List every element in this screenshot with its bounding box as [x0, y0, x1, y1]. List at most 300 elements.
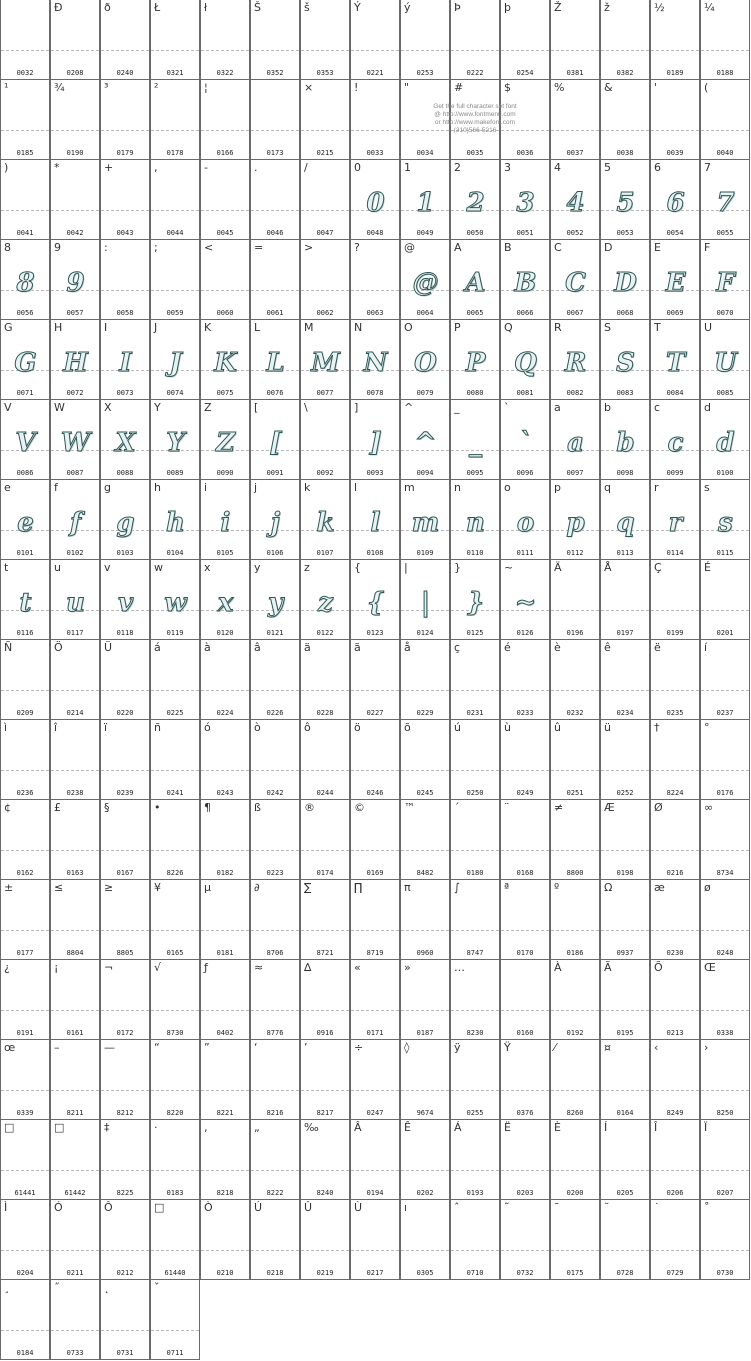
char-code: 0100 [716, 469, 734, 477]
glyph-cell [600, 880, 650, 960]
baseline-guide [151, 690, 199, 691]
char-code: 0190 [66, 149, 84, 157]
character-label: ≥ [104, 881, 114, 894]
char-code: 0125 [466, 629, 484, 637]
baseline-guide [351, 770, 399, 771]
baseline-guide [51, 1090, 99, 1091]
char-code: 0080 [466, 389, 484, 397]
char-code: 0070 [716, 309, 734, 317]
char-code: 0099 [666, 469, 684, 477]
char-code: 8224 [666, 789, 684, 797]
glyph-cell [550, 240, 600, 320]
char-code: 0339 [16, 1109, 34, 1117]
glyph-cell [650, 160, 700, 240]
glyph-sample: H [63, 348, 87, 378]
char-code: 0223 [266, 869, 284, 877]
glyph-cell [300, 720, 350, 800]
glyph-sample: @ [412, 268, 438, 298]
baseline-guide [651, 610, 699, 611]
char-code: 0255 [466, 1109, 484, 1117]
char-code: 0042 [66, 229, 84, 237]
glyph-cell [0, 1120, 50, 1200]
character-label: ≈ [254, 961, 264, 974]
char-code: 0167 [116, 869, 134, 877]
baseline-guide [301, 210, 349, 211]
baseline-guide [101, 850, 149, 851]
baseline-guide [251, 1250, 299, 1251]
glyph-cell [600, 0, 650, 80]
char-code: 8804 [66, 949, 84, 957]
glyph-cell [400, 400, 450, 480]
character-label: Ë [504, 1121, 511, 1134]
char-code: 0178 [166, 149, 184, 157]
glyph-cell [0, 0, 50, 80]
character-label: Å [604, 561, 612, 574]
char-code: 0182 [216, 869, 234, 877]
glyph-cell [0, 80, 50, 160]
char-code: 0173 [266, 149, 284, 157]
char-code: 0091 [266, 469, 284, 477]
baseline-guide [501, 1250, 549, 1251]
char-code: 0059 [166, 309, 184, 317]
character-label: ÷ [354, 1041, 364, 1054]
char-code: 0123 [366, 629, 384, 637]
character-label: S [604, 321, 611, 334]
char-code: 0077 [316, 389, 334, 397]
glyph-sample: Q [514, 348, 536, 378]
promo-line: or http://www.makefont.com [434, 119, 516, 126]
glyph-cell [600, 400, 650, 480]
baseline-guide [601, 930, 649, 931]
char-code: 8226 [166, 869, 184, 877]
glyph-cell [500, 1200, 550, 1280]
glyph-cell [150, 0, 200, 80]
char-code: 0225 [166, 709, 184, 717]
baseline-guide [201, 1170, 249, 1171]
character-label: Š [254, 1, 261, 14]
baseline-guide [651, 50, 699, 51]
baseline-guide [551, 1170, 599, 1171]
glyph-sample: y [267, 588, 283, 618]
char-code: 0088 [116, 469, 134, 477]
glyph-cell [400, 640, 450, 720]
glyph-cell [350, 880, 400, 960]
char-code: 0211 [66, 1269, 84, 1277]
baseline-guide [451, 930, 499, 931]
char-code: 8217 [316, 1109, 334, 1117]
char-code: 0066 [516, 309, 534, 317]
baseline-guide [151, 130, 199, 131]
character-label: Æ [604, 801, 615, 814]
char-code: 8230 [466, 1029, 484, 1037]
baseline-guide [201, 290, 249, 291]
character-label: l [354, 481, 358, 494]
character-label: ı [404, 1201, 408, 1214]
character-label: ? [354, 241, 360, 254]
char-code: 0174 [316, 869, 334, 877]
character-label: – [54, 1041, 60, 1054]
character-label: ë [654, 641, 661, 654]
char-code: 0201 [716, 629, 734, 637]
baseline-guide [551, 1010, 599, 1011]
glyph-cell [550, 0, 600, 80]
baseline-guide [51, 50, 99, 51]
char-code: 0243 [216, 789, 234, 797]
glyph-cell [50, 1040, 100, 1120]
char-code: 0107 [316, 549, 334, 557]
char-code: 0035 [466, 149, 484, 157]
baseline-guide [101, 290, 149, 291]
baseline-guide [51, 930, 99, 931]
glyph-cell [350, 800, 400, 880]
glyph-cell [500, 1120, 550, 1200]
character-label: _ [454, 401, 460, 414]
glyph-cell [600, 1200, 650, 1280]
char-code: 0249 [516, 789, 534, 797]
char-code: 8800 [566, 869, 584, 877]
glyph-sample: | [420, 588, 430, 618]
glyph-sample: f [69, 508, 81, 538]
char-code: 0381 [566, 69, 584, 77]
glyph-sample: v [117, 588, 133, 618]
baseline-guide [701, 770, 749, 771]
char-code: 0235 [666, 709, 684, 717]
glyph-cell [300, 480, 350, 560]
glyph-cell [250, 240, 300, 320]
char-code: 8220 [166, 1109, 184, 1117]
character-label: q [604, 481, 611, 494]
baseline-guide [101, 1250, 149, 1251]
baseline-guide [451, 690, 499, 691]
character-label: — [104, 1041, 115, 1054]
character-label: ¿ [4, 961, 10, 974]
glyph-cell [250, 1040, 300, 1120]
glyph-cell [700, 1200, 750, 1280]
char-code: 0198 [616, 869, 634, 877]
glyph-sample: 8 [16, 268, 34, 298]
baseline-guide [651, 1010, 699, 1011]
char-code: 0193 [466, 1189, 484, 1197]
character-label: ≠ [554, 801, 564, 814]
character-label: < [204, 241, 214, 254]
character-label: ¸ [4, 1281, 10, 1294]
glyph-cell [150, 1200, 200, 1280]
character-label: j [254, 481, 258, 494]
glyph-cell [150, 880, 200, 960]
glyph-cell [300, 560, 350, 640]
glyph-sample: 6 [666, 188, 684, 218]
glyph-sample: I [119, 348, 131, 378]
character-label: Í [604, 1121, 608, 1134]
baseline-guide [251, 130, 299, 131]
character-label: □ [154, 1201, 165, 1214]
character-label: Ö [54, 641, 63, 654]
baseline-guide [151, 930, 199, 931]
character-label: ¼ [704, 1, 715, 14]
character-label: ) [4, 161, 9, 174]
character-label: I [104, 321, 108, 334]
glyph-cell [0, 240, 50, 320]
character-label: Ù [354, 1201, 363, 1214]
character-label: ç [454, 641, 461, 654]
baseline-guide [351, 1250, 399, 1251]
baseline-guide [351, 1090, 399, 1091]
glyph-sample: R [564, 348, 586, 378]
char-code: 0248 [716, 949, 734, 957]
glyph-cell [700, 1040, 750, 1120]
character-label: á [154, 641, 161, 654]
glyph-cell [50, 400, 100, 480]
char-code: 0124 [416, 629, 434, 637]
char-code: 0216 [666, 869, 684, 877]
char-code: 0207 [716, 1189, 734, 1197]
baseline-guide [701, 50, 749, 51]
char-code: 0186 [566, 949, 584, 957]
glyph-cell [200, 80, 250, 160]
baseline-guide [1, 1090, 49, 1091]
glyph-sample: ~ [514, 588, 536, 618]
character-label: ‚ [204, 1121, 208, 1134]
character-label: ì [4, 721, 8, 734]
glyph-cell [50, 160, 100, 240]
baseline-guide [501, 1090, 549, 1091]
glyph-cell [450, 400, 500, 480]
baseline-guide [151, 50, 199, 51]
glyph-sample: Y [166, 428, 184, 458]
glyph-cell [250, 640, 300, 720]
character-label: ( [704, 81, 709, 94]
char-code: 8211 [66, 1109, 84, 1117]
char-code: 0064 [416, 309, 434, 317]
character-label: ⁄ [554, 1041, 556, 1054]
baseline-guide [351, 290, 399, 291]
glyph-sample: K [214, 348, 236, 378]
glyph-cell [700, 400, 750, 480]
char-code: 0209 [16, 709, 34, 717]
baseline-guide [651, 130, 699, 131]
character-label: õ [404, 721, 411, 734]
character-label: ˝ [54, 1281, 60, 1294]
glyph-sample: M [311, 348, 339, 378]
char-code: 0111 [516, 549, 534, 557]
glyph-sample: o [516, 508, 534, 538]
character-label: Ç [654, 561, 662, 574]
glyph-cell [100, 960, 150, 1040]
baseline-guide [551, 1250, 599, 1251]
character-label: ∑ [304, 881, 312, 894]
baseline-guide [51, 690, 99, 691]
glyph-cell [500, 1040, 550, 1120]
baseline-guide [51, 1170, 99, 1171]
character-label: " [404, 81, 410, 94]
char-code: 0250 [466, 789, 484, 797]
glyph-cell [550, 1200, 600, 1280]
char-code: 8776 [266, 1029, 284, 1037]
baseline-guide [151, 210, 199, 211]
char-code: 0044 [166, 229, 184, 237]
character-label: ł [204, 1, 208, 14]
glyph-sample: w [164, 588, 186, 618]
glyph-cell [700, 960, 750, 1040]
baseline-guide [301, 130, 349, 131]
character-label: r [654, 481, 659, 494]
character-label: { [354, 561, 361, 574]
character-label: 6 [654, 161, 661, 174]
glyph-cell [650, 1120, 700, 1200]
char-code: 0074 [166, 389, 184, 397]
character-label: Ł [154, 1, 161, 14]
character-label: % [554, 81, 565, 94]
baseline-guide [101, 1090, 149, 1091]
baseline-guide [351, 1170, 399, 1171]
baseline-guide [1, 850, 49, 851]
glyph-cell [400, 0, 450, 80]
character-label: ó [204, 721, 211, 734]
char-code: 0237 [716, 709, 734, 717]
char-code: 0060 [216, 309, 234, 317]
character-label: m [404, 481, 415, 494]
baseline-guide [1, 1250, 49, 1251]
char-code: 0069 [666, 309, 684, 317]
char-code: 0728 [616, 1269, 634, 1277]
char-code: 0097 [566, 469, 584, 477]
glyph-sample: V [15, 428, 35, 458]
baseline-guide [451, 1010, 499, 1011]
glyph-cell [100, 320, 150, 400]
glyph-cell [450, 0, 500, 80]
baseline-guide [251, 1090, 299, 1091]
glyph-sample: 7 [716, 188, 734, 218]
char-code: 0067 [566, 309, 584, 317]
baseline-guide [151, 1170, 199, 1171]
baseline-guide [401, 850, 449, 851]
char-code: 0245 [416, 789, 434, 797]
glyph-sample: 9 [66, 268, 84, 298]
promo-line: Get the full character set font [433, 103, 517, 110]
character-label: ∆ [304, 961, 312, 974]
glyph-cell [300, 160, 350, 240]
baseline-guide [251, 930, 299, 931]
char-code: 0183 [166, 1189, 184, 1197]
glyph-cell [500, 720, 550, 800]
glyph-cell [550, 1040, 600, 1120]
glyph-sample: e [17, 508, 33, 538]
character-label: å [404, 641, 411, 654]
character-label: ê [604, 641, 611, 654]
char-code: 0094 [416, 469, 434, 477]
glyph-cell [250, 400, 300, 480]
glyph-cell [700, 640, 750, 720]
char-code: 8221 [216, 1109, 234, 1117]
glyph-sample: 4 [566, 188, 584, 218]
baseline-guide [101, 1330, 149, 1331]
character-label: e [4, 481, 11, 494]
baseline-guide [301, 850, 349, 851]
glyph-cell [400, 1200, 450, 1280]
char-code: 0305 [416, 1269, 434, 1277]
char-code: 0056 [16, 309, 34, 317]
baseline-guide [701, 690, 749, 691]
character-label: Ó [54, 1201, 63, 1214]
char-code: 0195 [616, 1029, 634, 1037]
glyph-cell [350, 960, 400, 1040]
char-code: 0181 [216, 949, 234, 957]
char-code: 61441 [14, 1189, 36, 1197]
character-label: ‡ [104, 1121, 110, 1134]
character-label: À [554, 961, 562, 974]
character-label: U [704, 321, 713, 334]
glyph-cell [200, 400, 250, 480]
glyph-cell [300, 640, 350, 720]
glyph-cell [700, 480, 750, 560]
glyph-cell [200, 720, 250, 800]
character-label: µ [204, 881, 211, 894]
glyph-cell [400, 560, 450, 640]
character-label: ÿ [454, 1041, 461, 1054]
character-label: Ω [604, 881, 613, 894]
baseline-guide [451, 770, 499, 771]
glyph-cell [50, 320, 100, 400]
character-label: È [554, 1121, 561, 1134]
char-code: 0082 [566, 389, 584, 397]
character-label: ˚ [704, 1201, 710, 1214]
baseline-guide [251, 1170, 299, 1171]
baseline-guide [601, 1170, 649, 1171]
glyph-cell [200, 1120, 250, 1200]
glyph-cell [0, 480, 50, 560]
char-code: 8250 [716, 1109, 734, 1117]
char-code: 0162 [16, 869, 34, 877]
glyph-cell [600, 240, 650, 320]
character-label: = [254, 241, 264, 254]
glyph-cell [650, 80, 700, 160]
glyph-cell [100, 880, 150, 960]
glyph-sample: s [718, 508, 732, 538]
character-label: » [404, 961, 411, 974]
glyph-cell [200, 880, 250, 960]
char-code: 8225 [116, 1189, 134, 1197]
char-code: 0184 [16, 1349, 34, 1357]
character-label: Œ [704, 961, 716, 974]
char-code: 0197 [616, 629, 634, 637]
glyph-cell [50, 1120, 100, 1200]
character-label: í [704, 641, 708, 654]
character-label: g [104, 481, 111, 494]
character-label: T [654, 321, 661, 334]
glyph-cell [700, 240, 750, 320]
glyph-cell [350, 80, 400, 160]
glyph-cell [350, 160, 400, 240]
glyph-sample: D [614, 268, 636, 298]
baseline-guide [501, 930, 549, 931]
glyph-cell [550, 800, 600, 880]
char-code: 0068 [616, 309, 634, 317]
baseline-guide [551, 850, 599, 851]
glyph-sample: G [14, 348, 36, 378]
char-code: 0322 [216, 69, 234, 77]
glyph-cell [600, 480, 650, 560]
baseline-guide [151, 1330, 199, 1331]
glyph-cell [650, 720, 700, 800]
glyph-cell [150, 720, 200, 800]
glyph-sample: W [60, 428, 90, 458]
char-code: 0353 [316, 69, 334, 77]
char-code: 0733 [66, 1349, 84, 1357]
char-code: 0254 [516, 69, 534, 77]
baseline-guide [1, 930, 49, 931]
character-label: à [204, 641, 211, 654]
char-code: 0058 [116, 309, 134, 317]
